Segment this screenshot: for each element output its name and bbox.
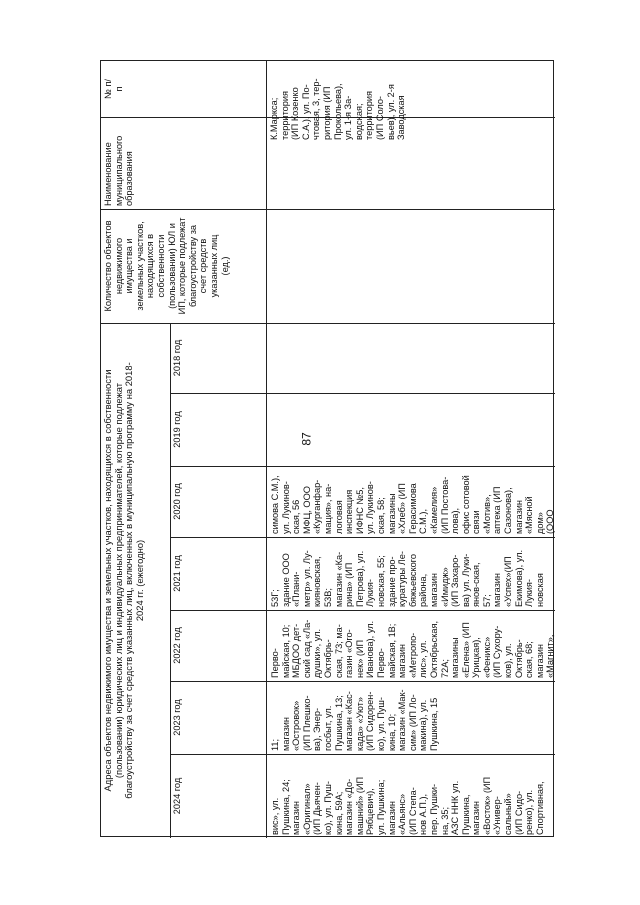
cell-2019: симова С.М.), ул. Лукинов- ская, 56 МФЦ, ООО «Курганфар- мация», на- логовая инспекция ИФНС №5, ул. Лукинов- ская, 58; магазины «Хлеб» (ИП Герасимова С.М.), «Камелия» (ИП Постова- лова), офис сотовой связи «Мотив», аптека (ИП Сазонова), магазин «Мясной дом» (ООО <box>270 475 556 534</box>
header-municipality: Наименование муниципального образования <box>103 135 135 206</box>
year-header-2020: 2020 год <box>172 483 182 520</box>
page-number: 87 <box>299 432 314 446</box>
year-header-2024: 2024 год <box>172 777 182 815</box>
header-addresses: Адреса объектов недвижимого имущества и земельных участков, находящихся в собственности (пользовании) юридических лиц и индивидуальных предпринимателей, которые подлежат благоустройству за счет средств указанных лиц, включенных в муниципальную программу на 2018- 2024 гг. (ежегодно) <box>102 362 145 799</box>
cell-2024: К.Маркса; территория (ИП Козенко С.А.), ул. По- чтовая, 3, тер- ритория (ИП Прокольева), ул. 1-я За- водская; территория (ИП Соло- вьев), ул. 2-я Заводская <box>269 78 407 140</box>
header-num: № п/ п <box>103 79 124 99</box>
year-header-2021: 2021 год <box>172 555 182 592</box>
cell-2023: вис», ул. Пушкина, 24; магазин «Оригинал» (ИП Дьячен- ко), ул. Пуш- кина, 59А; магазин «До- машний» (ИП Рябцевич), ул. Пушкина; магазин «Альянс» (ИП Степа- нов А.П.), пер. Пушки- на, 35; АЗС ННК ул. Пушкина, магазин «Восток» (ИП «Универ- сальный» (ИП Сидо- ренко), ул. Спортивная, <box>270 776 545 835</box>
cell-2020: 53Г; здание ООО «Плани- метр» ул. Лу- кияновская, 53В; магазин «Ка- рина» (ИП Петрова), ул. Лукия- новская, 55; здание про- куратуры Ле- бяжьевского района, магазин «Имидж» (ИП Захаро- ва) ул. Луки- янов-ская, 57; магазин «Успех»(ИП Екимова), ул. Лукия- новская <box>270 549 545 607</box>
addresses-table <box>100 60 554 837</box>
year-header-2019: 2019 год <box>172 411 182 448</box>
row-border <box>266 61 267 838</box>
year-header-2023: 2023 год <box>172 699 182 736</box>
header-count: Количество объектов недвижимого имущества и земельных участков, находящихся в собственности (пользовании) ЮЛ и ИП, которые подлежат благоустройству за счет средств указанных лиц (ед.) <box>103 217 230 315</box>
cell-2022: 11; магазин «Островок» (ИП Плешко- ва), Энер- госбыт, ул. Пушкина, 13; магазин «Кас- када» «Уют» (ИП Сидорен- ко), ул. Пуш- кина, 10; магазин «Мак- сим» (ИП Ло- макина), ул. Пушкина, 15 <box>270 689 439 751</box>
cell-2021: Перво- майская, 10; МБДОО дет- ский сад «Ла- душки», ул. Октябрь- ская, 73; ма- газин «Ого- нек» (ИП Иванова), ул. Перво- майская, 1В; магазин «Метропо- лис», ул. Октябрьская, 72А; магазины «Елена» (ИП Урицкая), «Феникс» (ИП Сухору- ков), ул. Октябрь- ская, 68; магазин «Магнит», <box>270 619 556 678</box>
year-header-2022: 2022 год <box>172 627 182 664</box>
year-header-2018: 2018 год <box>172 339 182 377</box>
